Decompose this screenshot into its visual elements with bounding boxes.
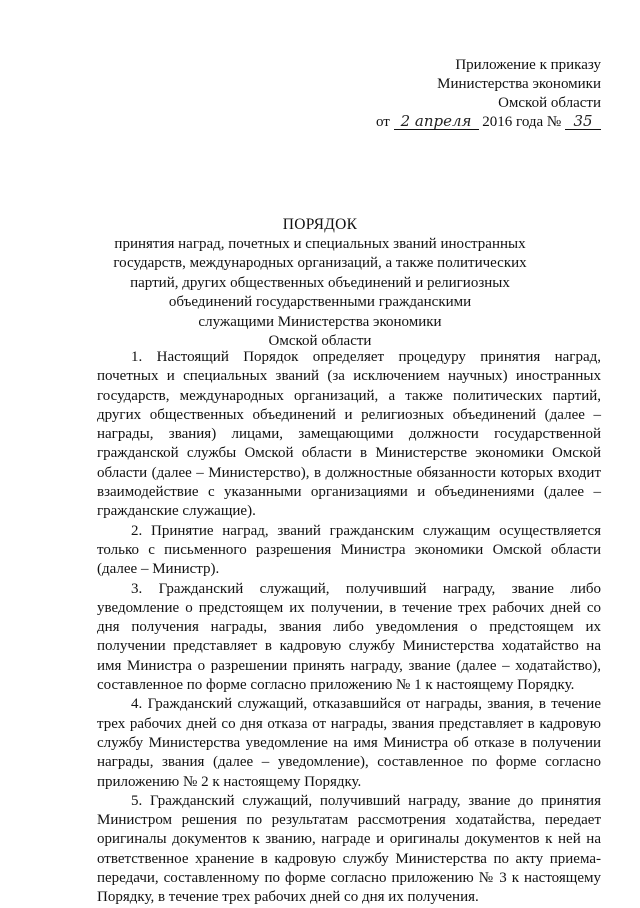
subtitle-line-5: служащими Министерства экономики (198, 313, 442, 330)
subtitle-line-6: Омской области (268, 333, 372, 349)
date-prefix: от (375, 114, 390, 130)
header-line-1: Приложение к приказу (455, 57, 601, 73)
paragraph-2: 2. Принятие наград, званий гражданским служащим осуществляется только с письменного разрешения Министра экономики Омской области (далее – Министр). (97, 522, 601, 578)
handwritten-number: 35 (565, 114, 601, 130)
paragraph-3: 3. Гражданский служащий, получивший награду, звание либо уведомление о предстоящем их получении, в течение трех рабочих дней со дня получения награды, звания либо уведомления о предстоящем их получении представляет в кадровую службу Министерства ходатайство на имя Министра о разрешении принять награду, звание (далее – ходатайство), составленное по форме согласно приложению № 1 к настоящему Порядку. (97, 580, 601, 694)
subtitle-line-4: объединений государственными гражданскими (168, 294, 472, 310)
date-suffix: 2016 года № (482, 114, 562, 130)
handwritten-date: 2 апреля (394, 114, 479, 130)
document-title-block (100, 215, 540, 352)
header-line-3: Омской области (498, 95, 601, 111)
subtitle-line-3: партий, других общественных объединений и религиозных (130, 274, 510, 291)
appendix-header (301, 56, 601, 132)
paragraph-1: 1. Настоящий Порядок определяет процедуру принятия наград, почетных и специальных званий (за исключением научных) иностранных государств, международных организаций, а также политических партий, других общественных объединений и религиозных объединений (далее – награды, звания) лицами, замещающими должности государственной гражданской службы Омской области в Министерстве экономики Омской области (далее – Министерство), в должностные обязанности которых входит взаимодействие с указанными организациями и объединениями (далее – гражданские служащие). (97, 349, 601, 520)
header-line-2: Министерства экономики (437, 76, 601, 92)
paragraph-4: 4. Гражданский служащий, отказавшийся от награды, звания, в течение трех рабочих дней со дня отказа от награды, звания представляет в кадровую службу Министерства уведомление на имя Министра об отказе в получении награды, звания (далее – уведомление), составленное по форме согласно приложению № 2 к настоящему Порядку. (97, 696, 601, 790)
subtitle-line-2: государств, международных организаций, а также политических (113, 255, 527, 271)
header-date-line (376, 113, 601, 132)
document-title: ПОРЯДОК (282, 216, 358, 233)
subtitle-line-1: принятия наград, почетных и специальных званий иностранных (114, 235, 526, 252)
document-body (97, 348, 601, 908)
paragraph-5: 5. Гражданский служащий, получивший награду, звание до принятия Министром решения по результатам рассмотрения ходатайства, передает оригиналы документов к званию, награде и оригиналы документов к ней на ответственное хранение в кадровую службу Министерства по акту приема-передачи, составленному по форме согласно приложению № 3 к настоящему Порядку, в течение трех рабочих дней со дня их получения. (97, 792, 601, 906)
